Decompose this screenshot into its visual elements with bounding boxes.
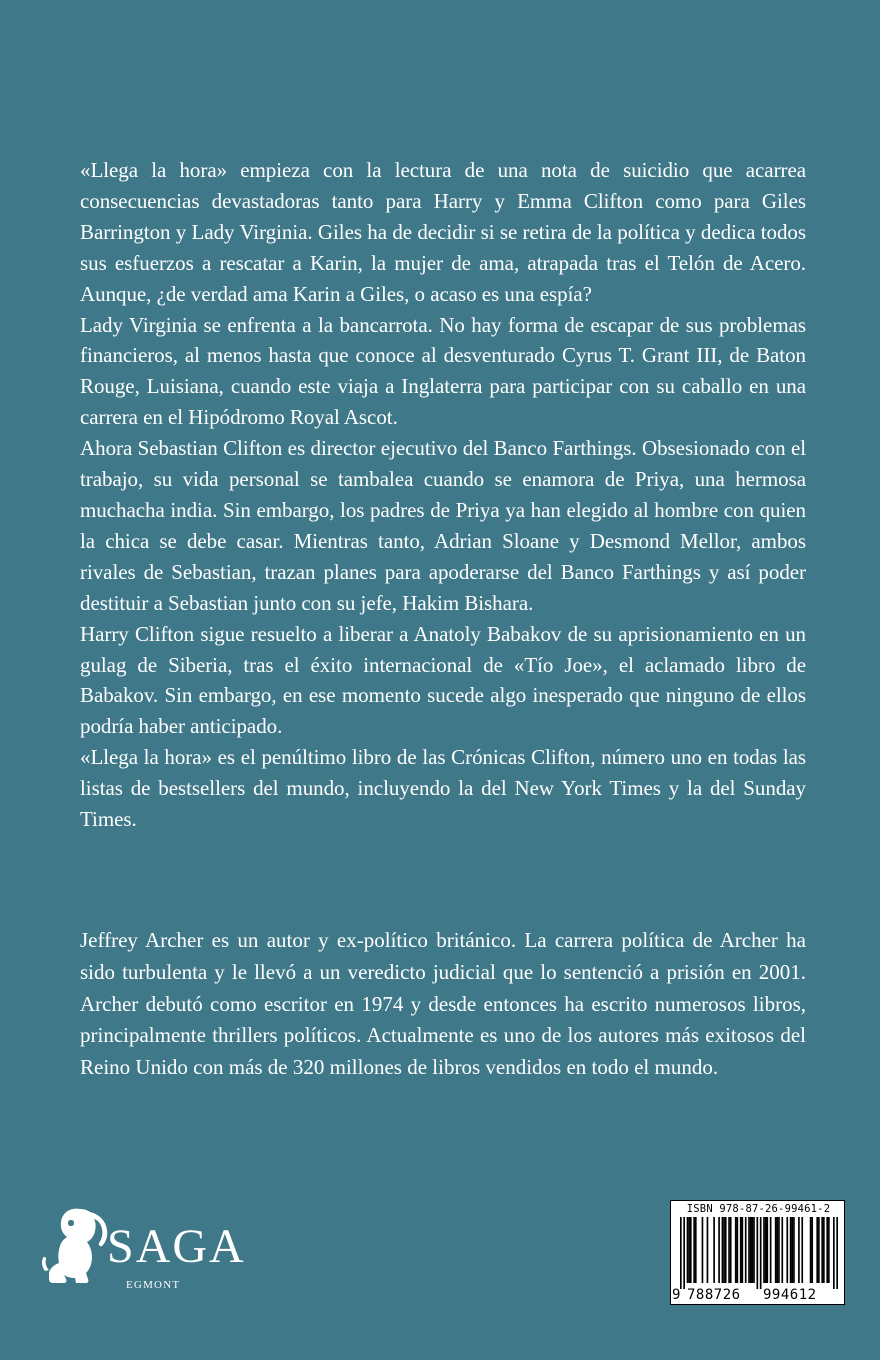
ean-left-group: 788726 bbox=[687, 1287, 741, 1303]
barcode-bar bbox=[753, 1217, 755, 1283]
ean-right-group: 994612 bbox=[763, 1287, 817, 1303]
elephant-icon bbox=[40, 1205, 108, 1287]
barcode-bar bbox=[765, 1217, 767, 1283]
barcode-bar bbox=[713, 1217, 715, 1283]
barcode-bar bbox=[828, 1217, 830, 1283]
barcode-bar bbox=[816, 1217, 818, 1283]
barcode-bar bbox=[742, 1217, 744, 1283]
barcode-bar bbox=[791, 1217, 793, 1283]
blurb-paragraph: Lady Virginia se enfrenta a la bancarrota. No hay forma de escapar de sus problemas financieros, al menos hasta que conoce al desventurado Cyrus T. Grant III, de Baton Rouge, Luisiana, cuando este viaja a Inglaterra para participar con su caballo en una carrera en el Hipódromo Royal Ascot. bbox=[80, 312, 806, 430]
publisher-logo bbox=[38, 1195, 246, 1305]
blurb-paragraph: Ahora Sebastian Clifton es director ejecutivo del Banco Farthings. Obsesionado con el trabajo, su vida personal se tambalea cuando se enamora de Priya, una hermosa muchacha india. Sin embargo, los padres de Priya ya han elegido al hombre con quien la chica se debe casar. Mientras tanto, Adrian Sloane y Desmond Mellor, ambos rivales de Sebastian, trazan planes para apoderarse del Banco Farthings y así poder destituir a Sebastian junto con su jefe, Hakim Bishara. bbox=[80, 436, 806, 615]
barcode-bar bbox=[723, 1217, 725, 1283]
publisher-name: SAGA bbox=[107, 1220, 246, 1273]
blurb-paragraph: Harry Clifton sigue resuelto a liberar a Anatoly Babakov de su aprisionamiento en un gulag de Siberia, tras el éxito internacional de «Tío Joe», el aclamado libro de Babakov. Sin embargo, en ese momento sucede algo inesperado que ninguno de ellos podría haber anticipado. bbox=[80, 621, 806, 739]
barcode-bar bbox=[702, 1217, 704, 1283]
barcode-bar bbox=[775, 1217, 777, 1283]
barcode-bar bbox=[757, 1217, 759, 1289]
barcode-bar bbox=[728, 1217, 730, 1283]
barcode-bar bbox=[833, 1217, 835, 1289]
barcode-bar bbox=[748, 1217, 750, 1283]
barcode-bar bbox=[776, 1217, 778, 1283]
isbn-barcode bbox=[670, 1200, 845, 1305]
author-bio bbox=[80, 925, 806, 1084]
barcode-bar bbox=[836, 1217, 838, 1289]
barcode-bar bbox=[718, 1217, 720, 1283]
barcode-bar bbox=[687, 1217, 689, 1283]
barcode-bar bbox=[763, 1217, 765, 1283]
barcode-bar bbox=[707, 1217, 709, 1283]
barcode-bar bbox=[740, 1217, 742, 1283]
barcode-bar bbox=[781, 1217, 783, 1283]
barcode-bar bbox=[823, 1217, 825, 1283]
barcode-bar bbox=[766, 1217, 768, 1283]
blurb-paragraph: «Llega la hora» empieza con la lectura de una nota de suicidio que acarrea consecuencias devastadoras tanto para Harry y Emma Clifton como para Giles Barrington y Lady Virginia. Giles ha de decidir si se retira de la política y dedica todos sus esfuerzos a rescatar a Karin, la mujer de ama, atrapada tras el Telón de Acero. Aunque, ¿de verdad ama Karin a Giles, o acaso es una espía? bbox=[80, 158, 806, 306]
barcode-bar bbox=[821, 1217, 823, 1283]
barcode-bar bbox=[683, 1217, 685, 1289]
publisher-group: EGMONT bbox=[126, 1279, 181, 1291]
barcode-bar bbox=[811, 1217, 813, 1283]
barcode-bar bbox=[786, 1217, 788, 1283]
barcode-bar bbox=[760, 1217, 762, 1289]
barcode-bar bbox=[826, 1217, 828, 1283]
barcode-bar bbox=[695, 1217, 697, 1283]
barcode-bar bbox=[810, 1217, 812, 1283]
barcode-bar bbox=[680, 1217, 682, 1289]
barcode-bar bbox=[745, 1217, 747, 1283]
barcode-bar bbox=[722, 1217, 724, 1283]
barcode-bars bbox=[680, 1217, 838, 1289]
barcode-bar bbox=[770, 1217, 772, 1283]
barcode-bar bbox=[752, 1217, 754, 1283]
isbn-label: ISBN 978-87-26-99461-2 bbox=[686, 1203, 831, 1215]
barcode-bar bbox=[735, 1217, 737, 1283]
barcode-bar bbox=[737, 1217, 739, 1283]
barcode-bar bbox=[693, 1217, 695, 1283]
blurb-paragraph: «Llega la hora» es el penúltimo libro de las Crónicas Clifton, número uno en todas las listas de bestsellers del mundo, incluyendo la del New York Times y la del Sunday Times. bbox=[80, 745, 806, 832]
author-bio-text: Jeffrey Archer es un autor y ex-político británico. La carrera política de Archer ha sido turbulenta y le llevó a un veredicto judicial que lo sentenció a prisión en 2001. Archer debutó como escritor en 1974 y desde entonces ha escrito numerosos libros, principalmente thrillers políticos. Actualmente es uno de los autores más exitosos del Reino Unido con más de 320 millones de libros vendidos en todo el mundo. bbox=[80, 928, 806, 1080]
ean-digits bbox=[671, 1287, 846, 1303]
barcode-bar bbox=[690, 1217, 692, 1283]
ean-first-digit: 9 bbox=[672, 1287, 681, 1303]
book-blurb bbox=[80, 155, 806, 835]
barcode-bar bbox=[725, 1217, 727, 1283]
barcode-bar bbox=[793, 1217, 795, 1283]
barcode-bar bbox=[730, 1217, 732, 1283]
barcode-bar bbox=[688, 1217, 690, 1283]
barcode-bar bbox=[790, 1217, 792, 1283]
barcode-bar bbox=[798, 1217, 800, 1283]
barcode-bar bbox=[778, 1217, 780, 1283]
barcode-bar bbox=[750, 1217, 752, 1283]
barcode-bar bbox=[801, 1217, 803, 1283]
barcode-bar bbox=[818, 1217, 820, 1283]
